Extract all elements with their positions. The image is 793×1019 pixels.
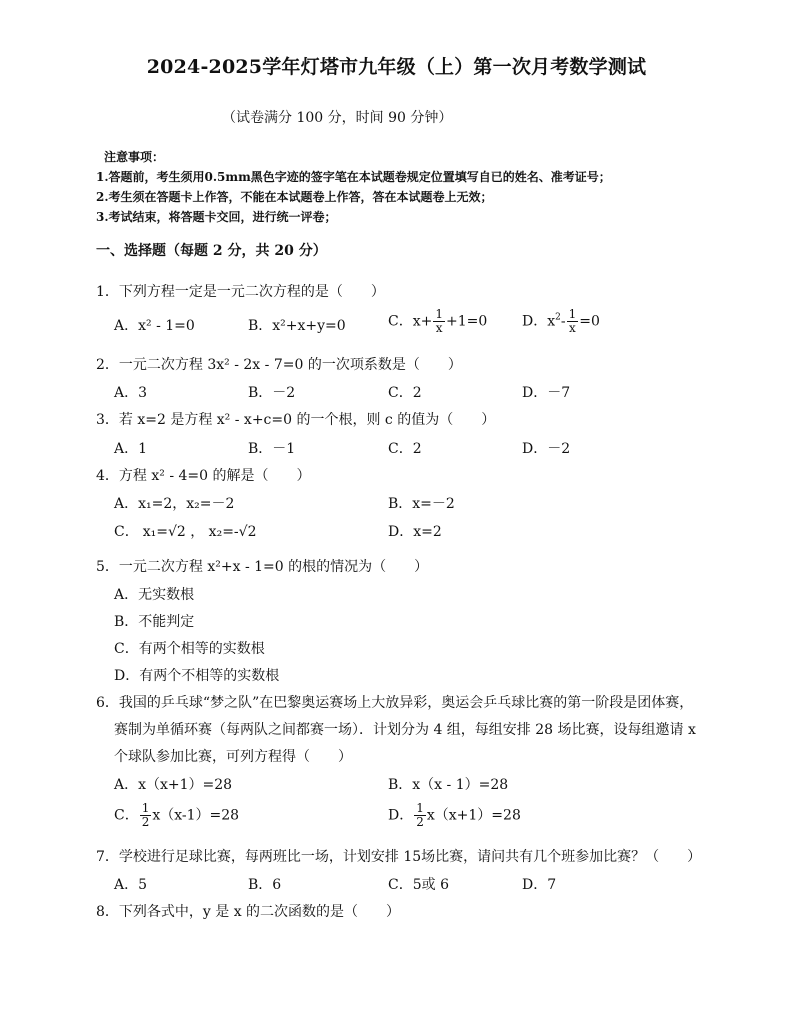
question-6-stem-line-1: 6．我国的乒乓球“梦之队”在巴黎奥运赛场上大放异彩，奥运会乒乓球比赛的第一阶段是团体赛， xyxy=(96,695,694,711)
question-6-option-d xyxy=(388,802,521,829)
question-8-stem: 8．下列各式中，y 是 x 的二次函数的是（ ） xyxy=(96,904,401,920)
question-4-option-b: B．x=－2 xyxy=(388,496,455,512)
question-7-option-d: D．7 xyxy=(522,877,557,893)
fraction xyxy=(140,802,152,829)
question-4-option-d: D．x=2 xyxy=(388,524,442,540)
option-tail: =0 xyxy=(579,313,600,330)
question-4-option-c xyxy=(114,521,256,541)
question-1-option-d: D．$x^2-$ $\frac{1}{x}$ =0 xyxy=(522,307,600,335)
question-7-option-c: C．5或 6 xyxy=(388,877,449,893)
fraction xyxy=(414,802,426,829)
fraction-denominator: x xyxy=(569,321,576,335)
question-7-option-a: A．5 xyxy=(114,877,148,893)
note-item-2: 2.考生须在答题卡上作答，不能在本试题卷上作答，答在本试题卷上无效； xyxy=(96,190,493,204)
note-item-1: 1.答题前，考生须用0.5mm黑色字迹的签字笔在本试题卷规定位置填写自已的姓名、准考证号； xyxy=(96,170,611,184)
option-label: C． xyxy=(114,807,139,824)
question-4-option-a: A．x₁=2，x₂=－2 xyxy=(114,496,235,512)
option-text: x₁=√2 ， x₂=-√2 xyxy=(142,524,257,540)
page-title: 2024-2025学年灯塔市九年级（上）第一次月考数学测试 xyxy=(146,56,647,78)
question-4-stem: 4．方程 x² - 4=0 的解是（ ） xyxy=(96,468,311,484)
option-label: D． xyxy=(522,313,548,330)
fraction-denominator: x xyxy=(435,321,443,335)
question-6-option-c xyxy=(114,802,239,829)
exam-info: （试卷满分 100 分，时间 90 分钟） xyxy=(222,110,453,126)
question-5-option-d: D．有两个不相等的实数根 xyxy=(114,668,280,684)
option-label: D． xyxy=(388,807,414,824)
question-5-stem: 5．一元二次方程 x²+x - 1=0 的根的情况为（ ） xyxy=(96,559,429,575)
option-tail: +1=0 xyxy=(446,313,488,330)
note-item-3: 3.考试结束，将答题卡交回，进行统一评卷； xyxy=(96,210,337,224)
option-tail: x（x-1）=28 xyxy=(152,807,240,824)
option-tail: x（x+1）=28 xyxy=(426,807,521,824)
question-2-option-c: C．2 xyxy=(388,385,422,401)
question-2-stem: 2．一元二次方程 3x² - 2x - 7=0 的一次项系数是（ ） xyxy=(96,357,462,373)
question-3-option-c: C．2 xyxy=(388,441,422,457)
question-3-option-a: A．1 xyxy=(114,441,148,457)
fraction-denominator: 2 xyxy=(416,815,424,829)
question-7-option-b: B．6 xyxy=(248,877,282,893)
question-5-option-a: A．无实数根 xyxy=(114,587,195,603)
question-3-option-d: D．－2 xyxy=(522,441,571,457)
fraction-numerator: 1 xyxy=(416,801,424,815)
question-1-stem: 1．下列方程一定是一元二次方程的是（ ） xyxy=(96,284,385,300)
fraction xyxy=(433,308,445,335)
question-6-option-b: B．x（x - 1）=28 xyxy=(388,777,509,793)
question-5-option-b: B．不能判定 xyxy=(114,614,195,630)
fraction-numerator: 1 xyxy=(435,307,443,321)
fraction-denominator: 2 xyxy=(141,815,150,829)
notes-heading: 注意事项： xyxy=(104,150,165,164)
option-label: C． xyxy=(114,524,139,540)
question-2-option-b: B．－2 xyxy=(248,385,296,401)
question-1-option-b: B．x²+x+y=0 xyxy=(248,318,346,334)
question-5-option-c: C．有两个相等的实数根 xyxy=(114,641,265,657)
option-label: C． xyxy=(388,313,413,330)
question-6-stem-line-3: 个球队参加比赛，可列方程得（ ） xyxy=(114,749,352,765)
question-7-stem: 7．学校进行足球比赛，每两班比一场，计划安排 15场比赛，请问共有几个班参加比赛？（ ） xyxy=(96,849,702,865)
fraction xyxy=(567,308,579,335)
section-heading: 一、选择题（每题 2 分，共 20 分） xyxy=(96,243,327,259)
question-1-option-c: C．x+ $\frac{1}{x}$ +1=0 xyxy=(388,307,488,335)
question-6-stem-line-2: 赛制为单循环赛（每两队之间都赛一场）．计划分为 4 组，每组安排 28 场比赛，设每组邀请 x xyxy=(114,722,696,738)
fraction-numerator: 1 xyxy=(141,801,150,815)
question-3-stem: 3．若 x=2 是方程 x² - x+c=0 的一个根，则 c 的值为（ ） xyxy=(96,412,496,428)
question-2-option-a: A．3 xyxy=(114,385,148,401)
question-1-option-a: A．x² - 1=0 xyxy=(114,318,195,334)
question-6-option-a: A．x（x+1）=28 xyxy=(114,777,233,793)
fraction-numerator: 1 xyxy=(568,307,577,321)
question-2-option-d: D．－7 xyxy=(522,385,571,401)
question-3-option-b: B．－1 xyxy=(248,441,296,457)
